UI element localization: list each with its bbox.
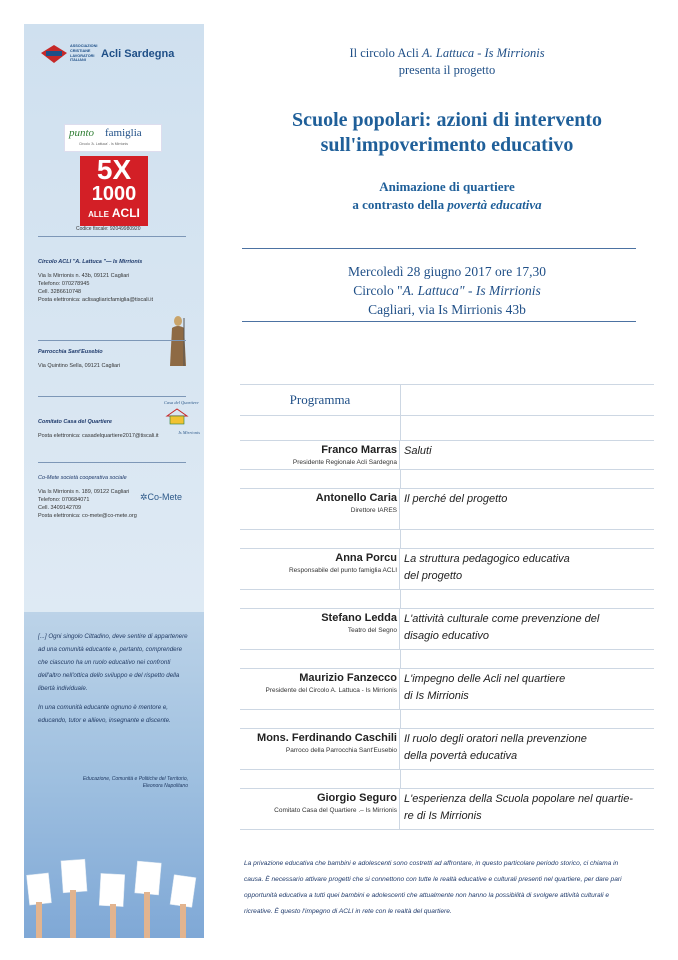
- speaker-role: Presidente del Circolo A. Lattuca - Is Mirrionis: [265, 687, 397, 694]
- program-heading: Programma: [240, 385, 401, 415]
- house-icon: [164, 407, 190, 425]
- intro-line-1-text: Il circolo Acli: [349, 46, 422, 60]
- topic-line-1: Il perché del progetto: [404, 493, 508, 505]
- speaker-role: Responsabile del punto famiglia ACLI: [288, 567, 397, 574]
- sidebar-divider: [38, 340, 186, 341]
- program-header-row: [240, 384, 654, 416]
- topic-line-2: di Is Mirrionis: [404, 690, 469, 702]
- five-x-big: 5X: [96, 154, 132, 185]
- quote-signature-line-1: Educazione, Comunità e Politiche del Territorio,: [82, 776, 188, 782]
- event-venue-text: Circolo ": [353, 283, 403, 298]
- program-row: [240, 609, 654, 650]
- five-per-mille-logo: [80, 156, 148, 226]
- acli-org-text: [70, 44, 97, 63]
- header-divider: [242, 248, 636, 249]
- speaker-cell: [240, 609, 400, 649]
- topic-cell: [400, 789, 654, 829]
- punto-famiglia-word-1: punto: [69, 127, 95, 139]
- comete-logo: [140, 492, 182, 503]
- punto-famiglia-word-2: famiglia: [105, 127, 142, 139]
- program-spacer-row: [240, 416, 654, 441]
- event-date: Mercoledì 28 giugno 2017 ore 17,30: [348, 264, 546, 279]
- topic-cell: [400, 669, 654, 709]
- program-table: [240, 384, 654, 830]
- five-x-alle: ALLE: [88, 210, 109, 219]
- circolo-phone: Telefono: 070278945: [38, 281, 90, 287]
- speaker-name: Mons. Ferdinando Caschili: [257, 732, 397, 744]
- header-divider: [242, 321, 636, 322]
- comitato-title: Comitato Casa del Quartiere: [38, 419, 112, 425]
- casa-quartiere-logo-text: Casa del Quartiere: [164, 400, 199, 405]
- topic-line-1: L'attività culturale come prevenzione del: [404, 613, 600, 625]
- event-subtitle-line-1: Animazione di quartiere: [379, 179, 515, 194]
- speaker-name: Maurizio Fanzecco: [299, 672, 397, 684]
- speaker-name: Antonello Caria: [315, 492, 397, 504]
- event-details: [240, 262, 654, 319]
- codice-fiscale: Codice fiscale: 92049980920: [76, 226, 141, 232]
- quote-paragraph-1: [...] Ogni singolo Cittadino, deve sentire di appartenere ad una comunità educante e, pertanto, comprendere che ciascuno ha un ruolo educativo nei confronti dell'altro nell'ottica dello sviluppo e del rispetto della libertà individuale.: [38, 633, 188, 692]
- sidebar-quote: [38, 630, 188, 727]
- comete-address: Via Is Mirrionis n. 189, 09122 Cagliari: [38, 489, 130, 495]
- program-spacer-row: [240, 530, 654, 549]
- comete-phone: Telefono: 070684071: [38, 497, 90, 503]
- five-x-acli: ACLI: [111, 206, 140, 220]
- speaker-cell: [240, 549, 400, 589]
- five-x-num: 1000: [91, 183, 137, 205]
- speaker-cell: [240, 729, 400, 769]
- event-address: Cagliari, via Is Mirrionis 43b: [368, 302, 526, 317]
- sidebar-divider: [38, 396, 186, 397]
- topic-line-2: disagio educativo: [404, 630, 490, 642]
- program-spacer-row: [240, 470, 654, 489]
- acli-org-line: CRISTIANE: [70, 48, 91, 53]
- speaker-name: Anna Porcu: [335, 552, 397, 564]
- speaker-name: Giorgio Seguro: [316, 792, 397, 804]
- program-row: [240, 669, 654, 710]
- footer-note: La privazione educativa che bambini e adolescenti sono costretti ad affrontare, in questo particolare periodo storico, ci chiama in causa. È necessario attivare progetti che si connettono con tutte le realtà educative e culturali presenti nel quartiere, per dare pari opportunità educativa a tutti quei bambini e adolescenti che attualmente non hanno la possibilità di svolgere attività culturali e ricreative. È questo l'impegno di ACLI in rete con le realtà del quartiere.: [244, 860, 622, 915]
- program-row: [240, 729, 654, 770]
- event-subtitle-line-2-text: a contrasto della: [352, 197, 448, 212]
- speaker-role: Direttore IARES: [350, 507, 397, 514]
- quote-paragraph-2: In una comunità educante ognuno è mentore e, educando, tutor e allievo, insegnante e discente.: [38, 704, 171, 724]
- comete-email: Posta elettronica: co-mete@co-mete.org: [38, 513, 137, 519]
- intro-line-1-italic: A. Lattuca - Is Mirrionis: [421, 46, 545, 60]
- event-subtitle: [240, 178, 654, 214]
- circolo-address: Via Is Mirrionis n. 43b, 09121 Cagliari: [38, 273, 130, 279]
- speaker-cell: [240, 669, 400, 709]
- program-spacer-row: [240, 590, 654, 609]
- acli-org-line: ITALIANI: [70, 58, 86, 63]
- program-spacer-row: [240, 770, 654, 789]
- topic-line-2: del progetto: [404, 570, 463, 582]
- topic-cell: [400, 549, 654, 589]
- topic-cell: [400, 441, 654, 469]
- acli-brand: Acli Sardegna: [101, 48, 175, 60]
- comete-title: Co-Mete società cooperativa sociale: [38, 475, 127, 481]
- casa-quartiere-logo-sub: Is Mirrionis: [178, 430, 200, 435]
- acli-emblem-icon: [40, 44, 68, 64]
- program-row: [240, 489, 654, 530]
- topic-line-2: della povertà educativa: [404, 750, 518, 762]
- intro-line-1: [240, 45, 654, 62]
- comitato-email: Posta elettronica: casadelquartiere2017@tiscali.it: [38, 433, 159, 439]
- topic-cell: [400, 729, 654, 769]
- parrocchia-info: [38, 348, 168, 370]
- comete-logo-icon: ✲: [140, 492, 148, 502]
- topic-line-1: L'impegno delle Acli nel quartiere: [404, 673, 566, 685]
- speaker-name: Franco Marras: [321, 444, 397, 456]
- comete-cell: Cell. 3409142709: [38, 505, 82, 511]
- topic-cell: [400, 489, 654, 529]
- topic-line-1: L'esperienza della Scuola popolare nel quartie-: [404, 793, 633, 805]
- speaker-role: Comitato Casa del Quartiere .– Is Mirrionis: [274, 807, 397, 814]
- speaker-role: Parroco della Parrocchia Sant'Eusebio: [285, 747, 397, 754]
- hands-with-papers-illustration: [24, 840, 204, 938]
- event-subtitle-line-2-italic: povertà educativa: [447, 197, 542, 212]
- speaker-name: Stefano Ledda: [321, 612, 397, 624]
- program-spacer-row: [240, 710, 654, 729]
- circolo-email: Posta elettronica: aclisagliaricfamiglia@tiscali.it: [38, 297, 154, 303]
- quote-signature-line-2: Eleonora Napolitano: [142, 783, 188, 789]
- sidebar-divider: [38, 236, 186, 237]
- program-spacer-row: [240, 650, 654, 669]
- circolo-title: Circolo ACLI "A. Lattuca "— Is Mirrionis: [38, 259, 143, 265]
- program-row: [240, 441, 654, 470]
- program-rows: [240, 416, 654, 830]
- circolo-info: [38, 258, 188, 304]
- event-venue-italic: A. Lattuca" - Is Mirrionis: [402, 283, 541, 298]
- speaker-role: Teatro del Segno: [347, 627, 397, 634]
- speaker-cell: [240, 489, 400, 529]
- circolo-cell: Cell. 3286610748: [38, 289, 82, 295]
- speaker-cell: [240, 789, 400, 829]
- sidebar-divider: [38, 462, 186, 463]
- parrocchia-title: Parrocchia Sant'Eusebio: [38, 349, 103, 355]
- punto-famiglia-sub: Circolo 'A. Lattuca' - Is Mirrionis: [79, 142, 128, 146]
- punto-famiglia-logo: [64, 124, 162, 152]
- speaker-role: Presidente Regionale Acli Sardegna: [292, 459, 397, 466]
- program-row: [240, 789, 654, 830]
- casa-quartiere-logo: [164, 400, 200, 438]
- program-row: [240, 549, 654, 590]
- event-title-line-1: Scuole popolari: azioni di intervento: [292, 109, 602, 131]
- event-subtitle-line-2: [240, 196, 654, 214]
- speaker-cell: [240, 441, 400, 469]
- comete-logo-text: Co-Mete: [147, 492, 183, 502]
- acli-org-line: LAVORATORI: [70, 53, 95, 58]
- quote-signature: [38, 776, 188, 790]
- event-venue: [240, 281, 654, 300]
- intro-line-2: presenta il progetto: [398, 63, 496, 77]
- header-intro: [240, 45, 654, 79]
- topic-line-2: re di Is Mirrionis: [404, 810, 482, 822]
- topic-line-1: La struttura pedagogico educativa: [404, 553, 570, 565]
- acli-logo: [40, 44, 68, 64]
- topic-line-1: Il ruolo degli oratori nella prevenzione: [404, 733, 587, 745]
- parrocchia-address: Via Quintino Sella, 09121 Cagliari: [38, 363, 121, 369]
- topic-line-1: Saluti: [404, 445, 432, 457]
- event-title: [240, 108, 654, 158]
- event-title-line-2: sull'impoverimento educativo: [320, 134, 574, 156]
- topic-cell: [400, 609, 654, 649]
- acli-org-line: ASSOCIAZIONI: [70, 44, 98, 48]
